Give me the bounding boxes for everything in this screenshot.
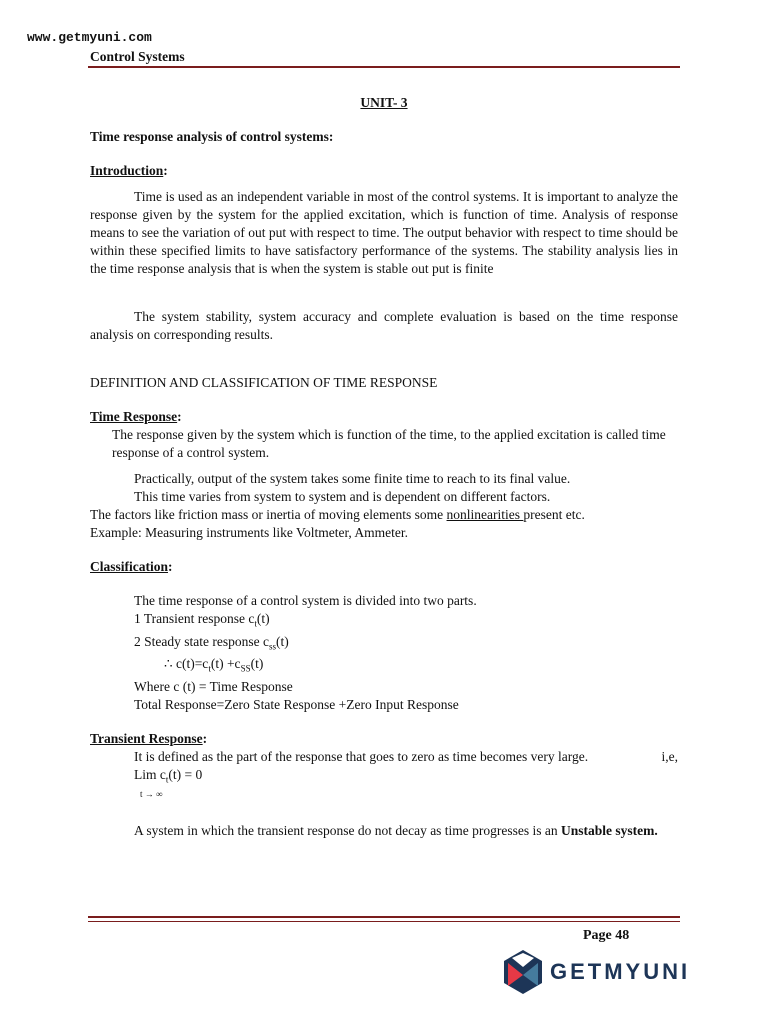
getmyuni-logo [504,950,690,994]
subject-title: Control Systems [90,49,185,64]
example-line: Example: Measuring instruments like Voltmeter, Ammeter. [90,525,409,540]
limit-subscript: t → ∞ [140,788,163,799]
classification-equation: ∴ $c(t)=c_t(t) +c_{SS}(t)$ [164,656,264,675]
main-heading: Time response analysis of control systems: [90,129,334,144]
classification-item-1: 1 Transient response $c_t(t)$ [134,611,270,629]
limit-expression: Lim $c_t(t) = 0$ [134,767,203,785]
classification-where: Where c (t) = Time Response [134,679,293,695]
transient-definition: It is defined as the part of the response that goes to zero as time becomes very large. i,e, [134,749,678,765]
classification-total: Total Response=Zero State Response +Zero Input Response [134,697,459,713]
page-content [90,94,678,840]
transient-heading: Transient Response: [90,731,208,747]
practically-line-1: Practically, output of the system takes some finite time to reach to its final value. [134,471,571,486]
logo-text: GETMYUNI [550,959,691,984]
factors-line: The factors like friction mass or inertia of moving elements some nonlinearities present etc. [90,507,585,522]
intro-paragraph-2: The system stability, system accuracy and complete evaluation is based on the time response analysis on corresponding results. [90,309,678,342]
site-url[interactable]: www.getmyuni.com [27,30,152,45]
getmyuni-logo-icon [504,950,542,994]
practically-line-2: This time varies from system to system and is dependent on different factors. [134,489,551,504]
classification-intro: The time response of a control system is divided into two parts. [134,593,477,608]
classification-heading: Classification: [90,559,173,574]
page-number: Page 48 [583,928,630,943]
footer-rule [88,916,680,918]
classification-item-2: 2 Steady state response $c_{ss}(t)$ [134,633,289,652]
time-response-definition: The response given by the system which is function of the time, to the applied excitation is called time response of a control system. [112,427,666,460]
time-response-heading: Time Response: [90,409,182,424]
intro-paragraph: Time is used as an independent variable in most of the control systems. It is important to analyze the response given by the system for the applied excitation, which is function of time. Analysis of response means to see the variation of out put with respect to time. The output behavior with respect to time should be within these specified limits to have satisfactory performance of the systems. The stability analysis lies in the time response analysis that is when the system is stable out put is finite [90,189,678,276]
header-rule [88,66,680,68]
footer-rule-thin [88,921,680,922]
definition-heading: DEFINITION AND CLASSIFICATION OF TIME RESPONSE [90,375,438,390]
intro-heading: Introduction: [90,163,168,178]
unit-title: UNIT- 3 [360,95,408,110]
unstable-paragraph: A system in which the transient response do not decay as time progresses is an Unstable system. [134,822,658,838]
